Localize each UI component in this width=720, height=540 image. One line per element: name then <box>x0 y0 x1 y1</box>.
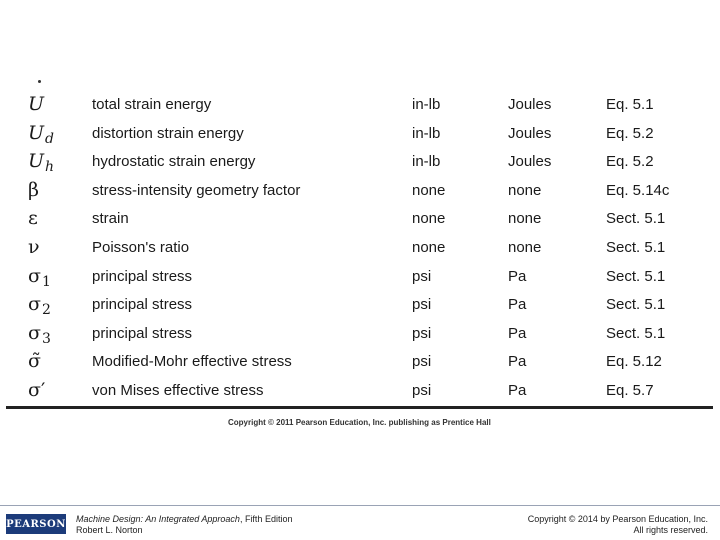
description: von Mises effective stress <box>92 381 264 399</box>
us-unit: none <box>412 181 446 199</box>
symbol: $\sigma_3$ <box>28 321 51 347</box>
symbol: $\sigma_1$ <box>28 264 51 290</box>
table-row <box>28 235 718 264</box>
si-unit: Pa <box>508 353 527 371</box>
us-unit: psi <box>412 296 432 314</box>
table-row <box>28 149 718 178</box>
us-unit: psi <box>412 267 432 285</box>
table-row <box>28 292 718 321</box>
book-author: Robert L. Norton <box>76 525 143 535</box>
table-row <box>28 178 718 207</box>
description: Modified-Mohr effective stress <box>92 353 292 371</box>
book-title: Machine Design: An Integrated Approach <box>76 514 240 524</box>
symbol: σ′ <box>28 378 46 401</box>
us-unit: psi <box>412 381 432 399</box>
table-row <box>28 121 718 150</box>
si-unit: Joules <box>508 96 552 113</box>
reference: Sect. 5.1 <box>606 210 666 228</box>
reference: Eq. 5.7 <box>606 381 654 399</box>
us-unit: in-lb <box>412 124 441 142</box>
table-row <box>28 264 718 293</box>
si-unit: Joules <box>508 153 552 171</box>
reference: Sect. 5.1 <box>606 296 666 314</box>
description: strain <box>92 210 129 228</box>
table-row <box>28 92 718 121</box>
pearson-logo: PEARSON <box>6 514 66 534</box>
description: stress-intensity geometry factor <box>92 181 301 199</box>
us-unit: psi <box>412 324 432 342</box>
symbol: $U_h$ <box>28 150 55 176</box>
reference: Sect. 5.1 <box>606 324 666 342</box>
table-bottom-rule <box>6 406 713 409</box>
copyright-line-1: Copyright © 2014 by Pearson Education, Inc. <box>527 514 708 524</box>
reference: Sect. 5.1 <box>606 267 666 285</box>
bullet-dot <box>38 80 41 83</box>
si-unit: none <box>508 210 542 228</box>
si-unit: Pa <box>508 381 527 399</box>
reference: Eq. 5.1 <box>606 96 654 113</box>
footer-book-info <box>76 514 292 536</box>
reference: Sect. 5.1 <box>606 238 666 256</box>
si-unit: none <box>508 238 542 256</box>
symbol: $U_d$ <box>28 121 54 147</box>
description: total strain energy <box>92 96 212 113</box>
symbol-table <box>28 92 718 407</box>
us-unit: in-lb <box>412 96 441 113</box>
us-unit: none <box>412 238 446 256</box>
reference: Eq. 5.2 <box>606 153 654 171</box>
si-unit: Pa <box>508 296 527 314</box>
symbol: ε <box>28 207 38 230</box>
si-unit: none <box>508 181 542 199</box>
symbol: U <box>28 93 45 115</box>
book-edition: , Fifth Edition <box>239 514 293 524</box>
image-copyright: Copyright © 2011 Pearson Education, Inc. publishing as Prentice Hall <box>228 418 491 427</box>
reference: Eq. 5.14c <box>606 181 670 199</box>
footer-divider <box>0 505 720 506</box>
table-row <box>28 349 718 378</box>
symbol: σ̃ <box>28 350 41 373</box>
copyright-line-2: All rights reserved. <box>633 525 708 535</box>
table-row <box>28 206 718 235</box>
reference: Eq. 5.2 <box>606 124 654 142</box>
us-unit: none <box>412 210 446 228</box>
us-unit: in-lb <box>412 153 441 171</box>
reference: Eq. 5.12 <box>606 353 662 371</box>
description: principal stress <box>92 267 193 285</box>
symbol: $\sigma_2$ <box>28 293 51 319</box>
si-unit: Joules <box>508 124 552 142</box>
description: Poisson's ratio <box>92 238 190 256</box>
us-unit: psi <box>412 353 432 371</box>
table-row <box>28 378 718 407</box>
description: principal stress <box>92 296 193 314</box>
symbol: ν <box>28 235 40 258</box>
description: principal stress <box>92 324 193 342</box>
symbol: β <box>28 178 39 201</box>
description: hydrostatic strain energy <box>92 153 256 171</box>
description: distortion strain energy <box>92 124 244 142</box>
table-row <box>28 321 718 350</box>
si-unit: Pa <box>508 267 527 285</box>
footer-copyright <box>528 514 708 536</box>
si-unit: Pa <box>508 324 527 342</box>
